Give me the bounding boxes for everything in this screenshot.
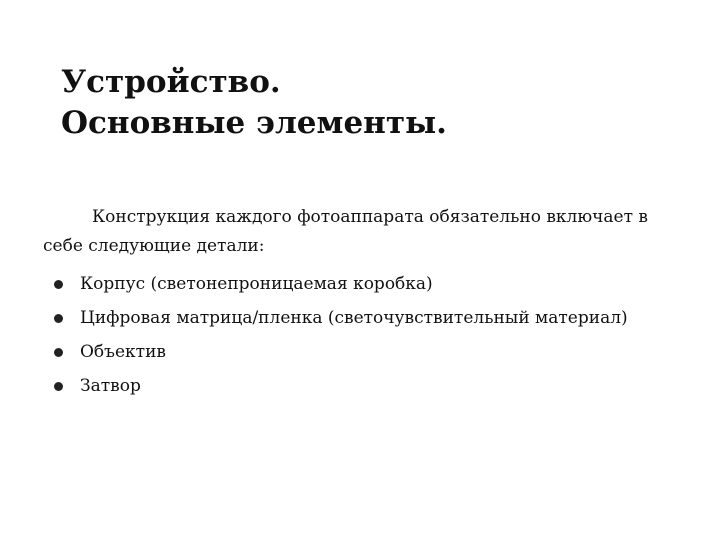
list-item xyxy=(43,301,663,335)
list-item xyxy=(43,369,663,403)
list-item xyxy=(43,335,663,369)
intro-paragraph: Конструкция каждого фотоаппарата обязательно включает в себе следующие детали: xyxy=(43,207,648,256)
bullet-dot-icon xyxy=(54,348,63,357)
bullet-dot-icon xyxy=(54,280,63,289)
bullet-dot-icon xyxy=(54,314,63,323)
list-item xyxy=(43,267,663,301)
list-item-text: Цифровая матрица/пленка (светочувствительный материал) xyxy=(80,308,628,328)
list-item-text: Объектив xyxy=(80,342,166,362)
list-item-text: Корпус (светонепроницаемая коробка) xyxy=(80,274,433,294)
bullet-list xyxy=(43,267,663,403)
slide-title xyxy=(61,62,661,144)
bullet-dot-icon xyxy=(54,382,63,391)
list-item-text: Затвор xyxy=(80,376,141,396)
title-line-2: Основные элементы. xyxy=(61,105,447,141)
title-line-1: Устройство. xyxy=(61,64,281,100)
slide-body xyxy=(43,203,663,403)
